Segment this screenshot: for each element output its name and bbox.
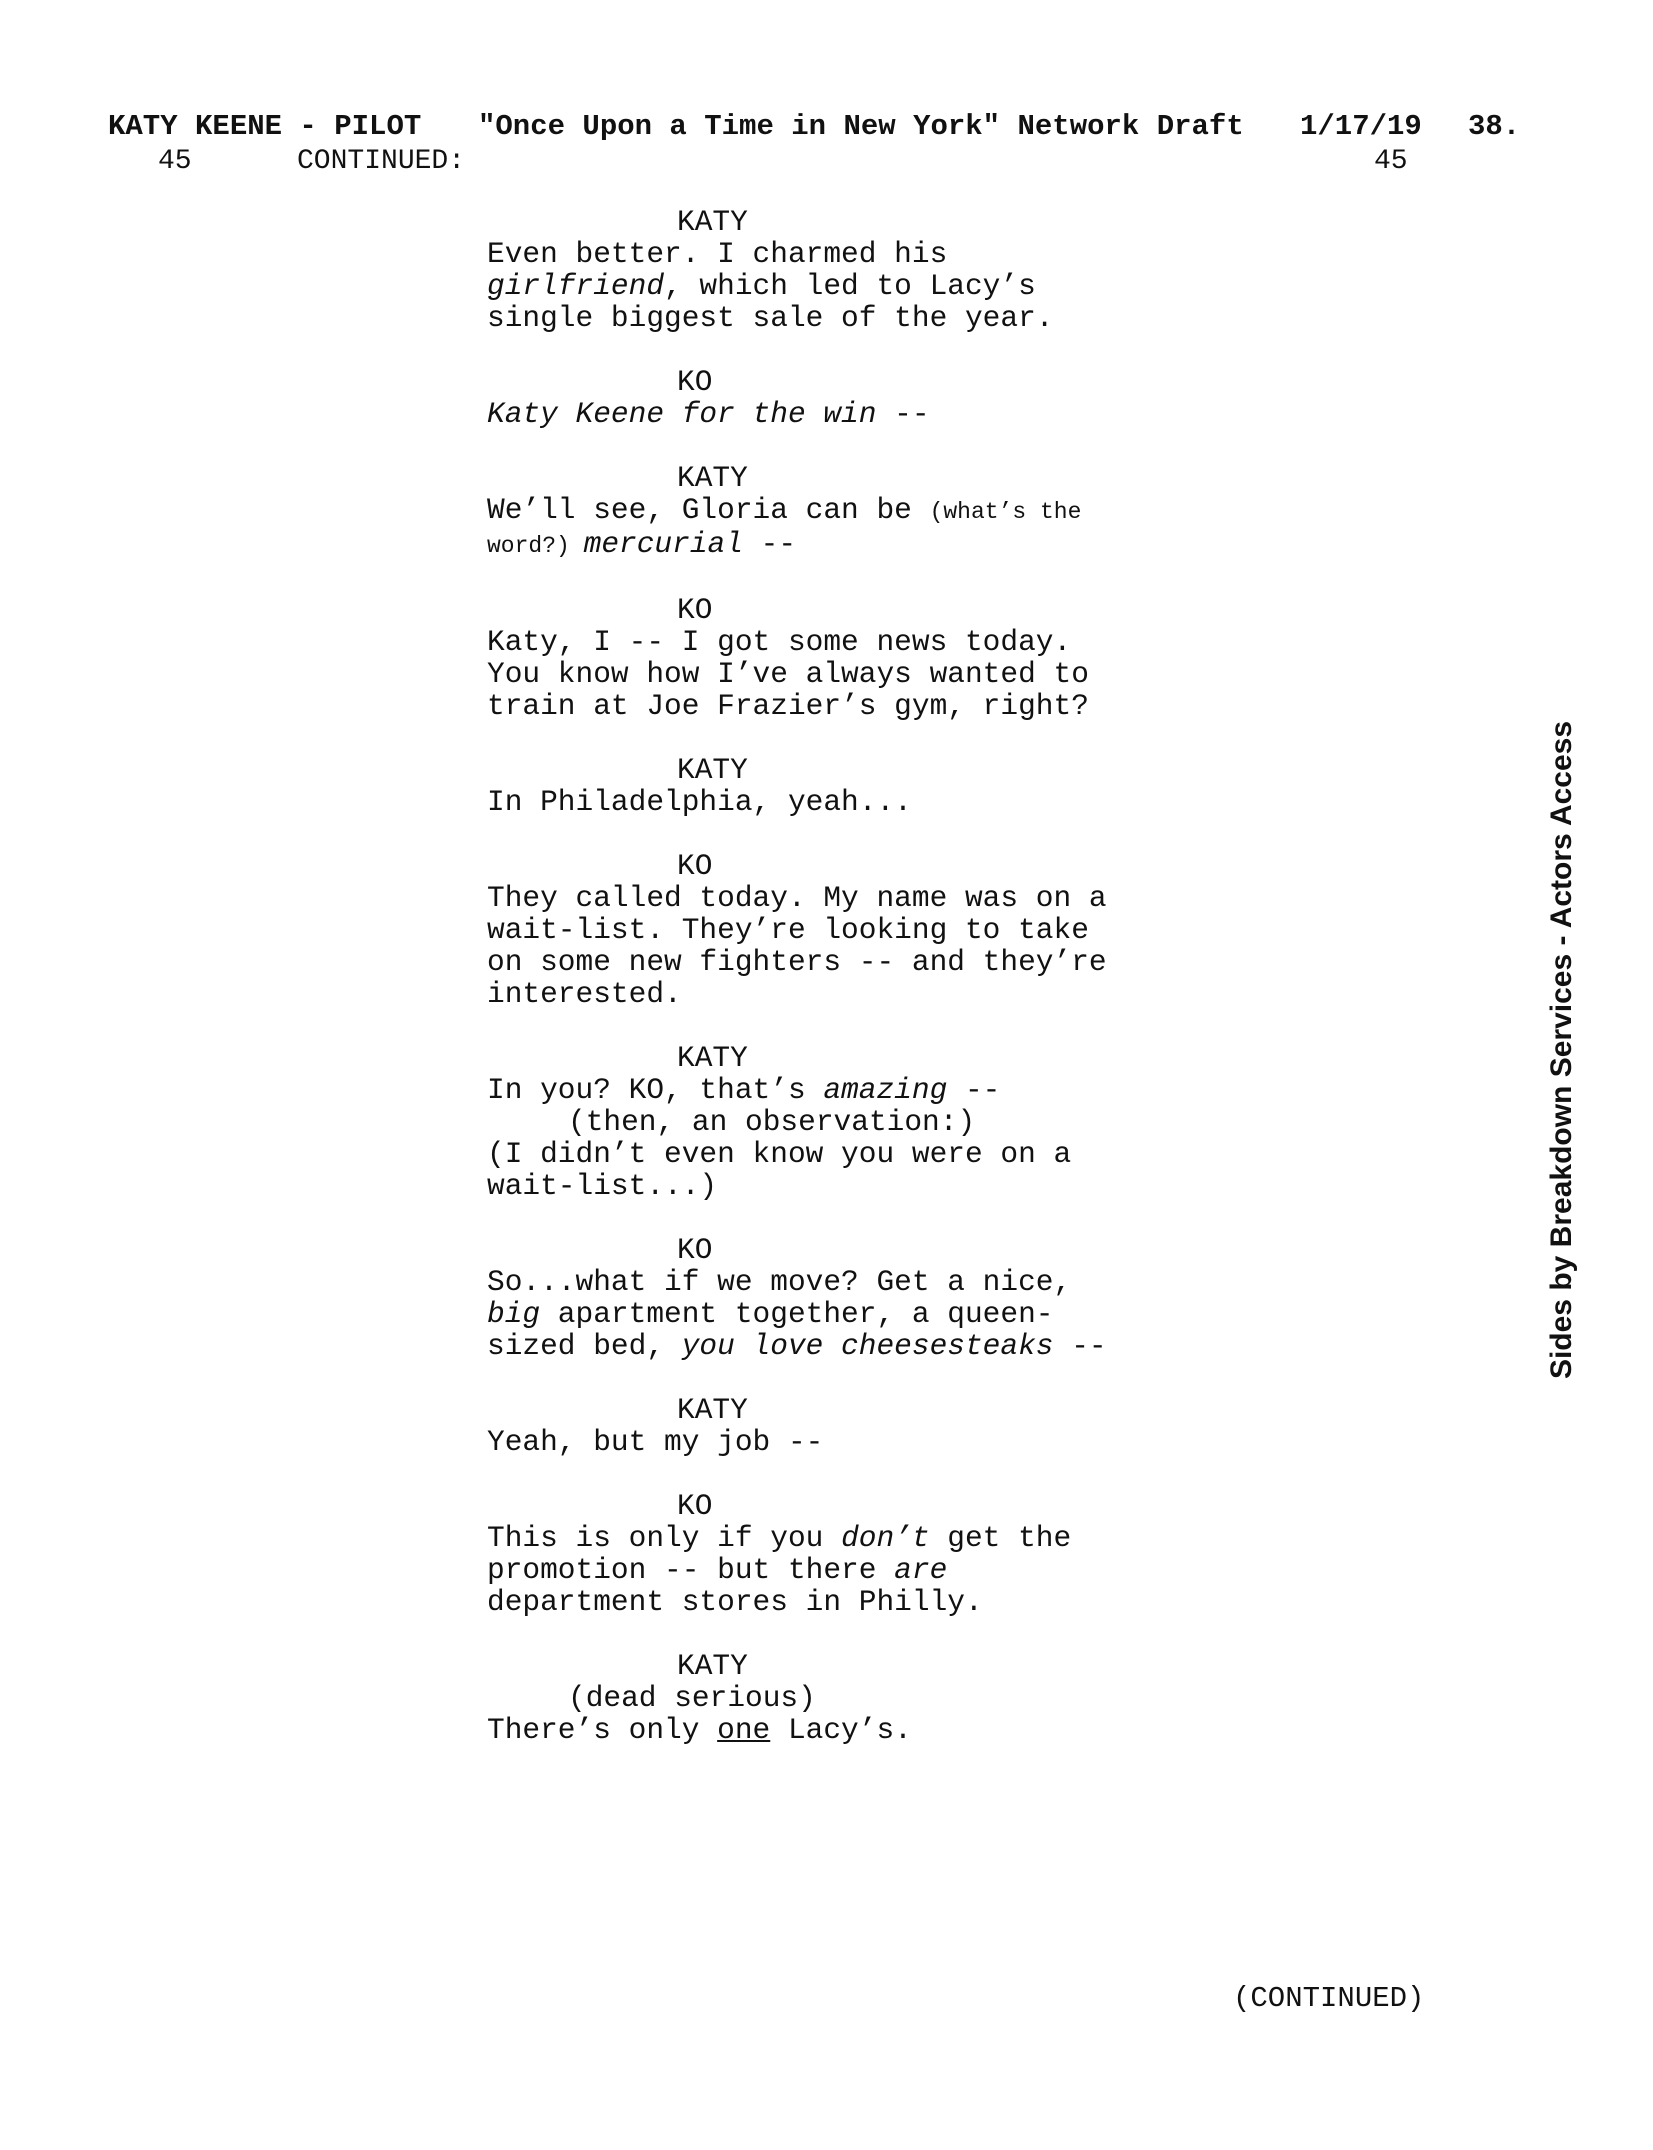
dialogue-line xyxy=(487,1138,1207,1170)
dialogue-text: In you? KO, that’s xyxy=(487,1073,824,1107)
dialogue-text: They called today. My name was on a xyxy=(487,881,1107,915)
dialogue-block xyxy=(487,754,1207,818)
dialogue-text: There’s only xyxy=(487,1713,718,1747)
dialogue-text: single biggest sale of the year. xyxy=(487,301,1054,335)
dialogue-line xyxy=(487,302,1207,334)
dialogue-text: -- xyxy=(947,1073,1001,1107)
dialogue-text: (I didn’t even know you were on a xyxy=(487,1137,1072,1171)
character-name: KO xyxy=(677,1233,713,1267)
character-name: KO xyxy=(677,365,713,399)
dialogue-block xyxy=(487,1234,1207,1362)
dialogue-text: This is only if you xyxy=(487,1521,842,1555)
parenthetical: (dead serious) xyxy=(568,1681,816,1715)
dialogue-line xyxy=(487,1330,1207,1362)
scene-number-left: 45 xyxy=(158,146,192,177)
dialogue-line xyxy=(487,398,1207,430)
dialogue-line xyxy=(487,1522,1207,1554)
dialogue-text: big xyxy=(487,1297,541,1331)
dialogue-line xyxy=(487,270,1207,302)
dialogue-block xyxy=(487,206,1207,334)
episode-title: "Once Upon a Time in New York" Network Draft xyxy=(478,110,1244,143)
dialogue-block xyxy=(487,594,1207,722)
draft-date: 1/17/19 xyxy=(1300,110,1422,143)
dialogue-line xyxy=(487,1554,1207,1586)
dialogue-line xyxy=(487,882,1207,914)
dialogue-text: Yeah, but my job -- xyxy=(487,1425,824,1459)
show-title: KATY KEENE - PILOT xyxy=(108,110,422,143)
dialogue-text: Katy Keene for the win xyxy=(487,397,877,431)
dialogue-text: don’t xyxy=(841,1521,930,1555)
dialogue-block xyxy=(487,366,1207,430)
dialogue-text: one xyxy=(717,1713,771,1747)
dialogue-text: -- xyxy=(742,527,797,561)
footer-continued: (CONTINUED) xyxy=(1233,1982,1425,2015)
dialogue-text: , which led to Lacy’s xyxy=(664,269,1036,303)
dialogue-block xyxy=(487,1490,1207,1618)
dialogue-line xyxy=(487,978,1207,1010)
dialogue-block xyxy=(487,1042,1207,1202)
dialogue-line xyxy=(487,786,1207,818)
dialogue-block xyxy=(487,1394,1207,1458)
dialogue-text: You know how I’ve always wanted to xyxy=(487,657,1089,691)
dialogue-text: -- xyxy=(876,397,930,431)
dialogue-text: department stores in Philly. xyxy=(487,1585,983,1619)
dialogue-text: Lacy’s. xyxy=(770,1713,912,1747)
dialogue-text: amazing xyxy=(823,1073,948,1107)
dialogue-line xyxy=(487,238,1207,270)
character-name: KATY xyxy=(677,1393,748,1427)
dialogue-block xyxy=(487,850,1207,1010)
character-name: KATY xyxy=(677,461,748,495)
dialogue-line xyxy=(487,1298,1207,1330)
dialogue-body xyxy=(487,206,1207,1778)
dialogue-text: -- xyxy=(1053,1329,1107,1363)
dialogue-line xyxy=(487,658,1207,690)
character-name: KO xyxy=(677,593,713,627)
dialogue-text: interested. xyxy=(487,977,682,1011)
scene-number-right: 45 xyxy=(1374,146,1408,177)
character-name: KO xyxy=(677,1489,713,1523)
dialogue-text: Even better. I charmed his xyxy=(487,237,948,271)
dialogue-line xyxy=(487,494,1207,528)
watermark-text: Sides by Breakdown Services - Actors Access xyxy=(1545,720,1578,1380)
dialogue-block xyxy=(487,462,1207,562)
dialogue-line xyxy=(487,1426,1207,1458)
dialogue-text: Katy, I -- I got some news today. xyxy=(487,625,1072,659)
dialogue-text: apartment together, a queen- xyxy=(540,1297,1054,1331)
character-name: KO xyxy=(677,849,713,883)
dialogue-text: mercurial xyxy=(583,527,743,561)
dialogue-line xyxy=(487,914,1207,946)
dialogue-text: sized bed, xyxy=(487,1329,682,1363)
dialogue-text: (what’s the xyxy=(929,499,1082,525)
character-name: KATY xyxy=(677,1649,748,1683)
dialogue-line xyxy=(487,626,1207,658)
dialogue-line xyxy=(487,1266,1207,1298)
dialogue-text: are xyxy=(894,1553,948,1587)
dialogue-text: you love cheesesteaks xyxy=(681,1329,1054,1363)
page-header xyxy=(108,110,1548,150)
character-name: KATY xyxy=(677,753,748,787)
dialogue-line xyxy=(487,1074,1207,1106)
dialogue-line xyxy=(487,1586,1207,1618)
dialogue-text: girlfriend xyxy=(487,269,665,303)
dialogue-text: wait-list...) xyxy=(487,1169,718,1203)
dialogue-line xyxy=(487,946,1207,978)
character-name: KATY xyxy=(677,205,748,239)
dialogue-text: get the xyxy=(929,1521,1072,1555)
dialogue-text: wait-list. They’re looking to take xyxy=(487,913,1089,947)
dialogue-line xyxy=(487,690,1207,722)
dialogue-text: We’ll see, Gloria can be xyxy=(487,493,930,527)
parenthetical: (then, an observation:) xyxy=(568,1105,976,1139)
continued-label: CONTINUED: xyxy=(297,146,466,177)
dialogue-line xyxy=(487,528,1207,562)
dialogue-text: word?) xyxy=(487,533,584,559)
dialogue-line xyxy=(487,1714,1207,1746)
dialogue-text: So...what if we move? Get a nice, xyxy=(487,1265,1072,1299)
dialogue-text: on some new fighters -- and they’re xyxy=(487,945,1107,979)
dialogue-block xyxy=(487,1650,1207,1746)
dialogue-text: In Philadelphia, yeah... xyxy=(487,785,912,819)
page-number: 38. xyxy=(1468,110,1521,143)
dialogue-line xyxy=(487,1170,1207,1202)
dialogue-text: promotion -- but there xyxy=(487,1553,895,1587)
dialogue-text: train at Joe Frazier’s gym, right? xyxy=(487,689,1089,723)
character-name: KATY xyxy=(677,1041,748,1075)
